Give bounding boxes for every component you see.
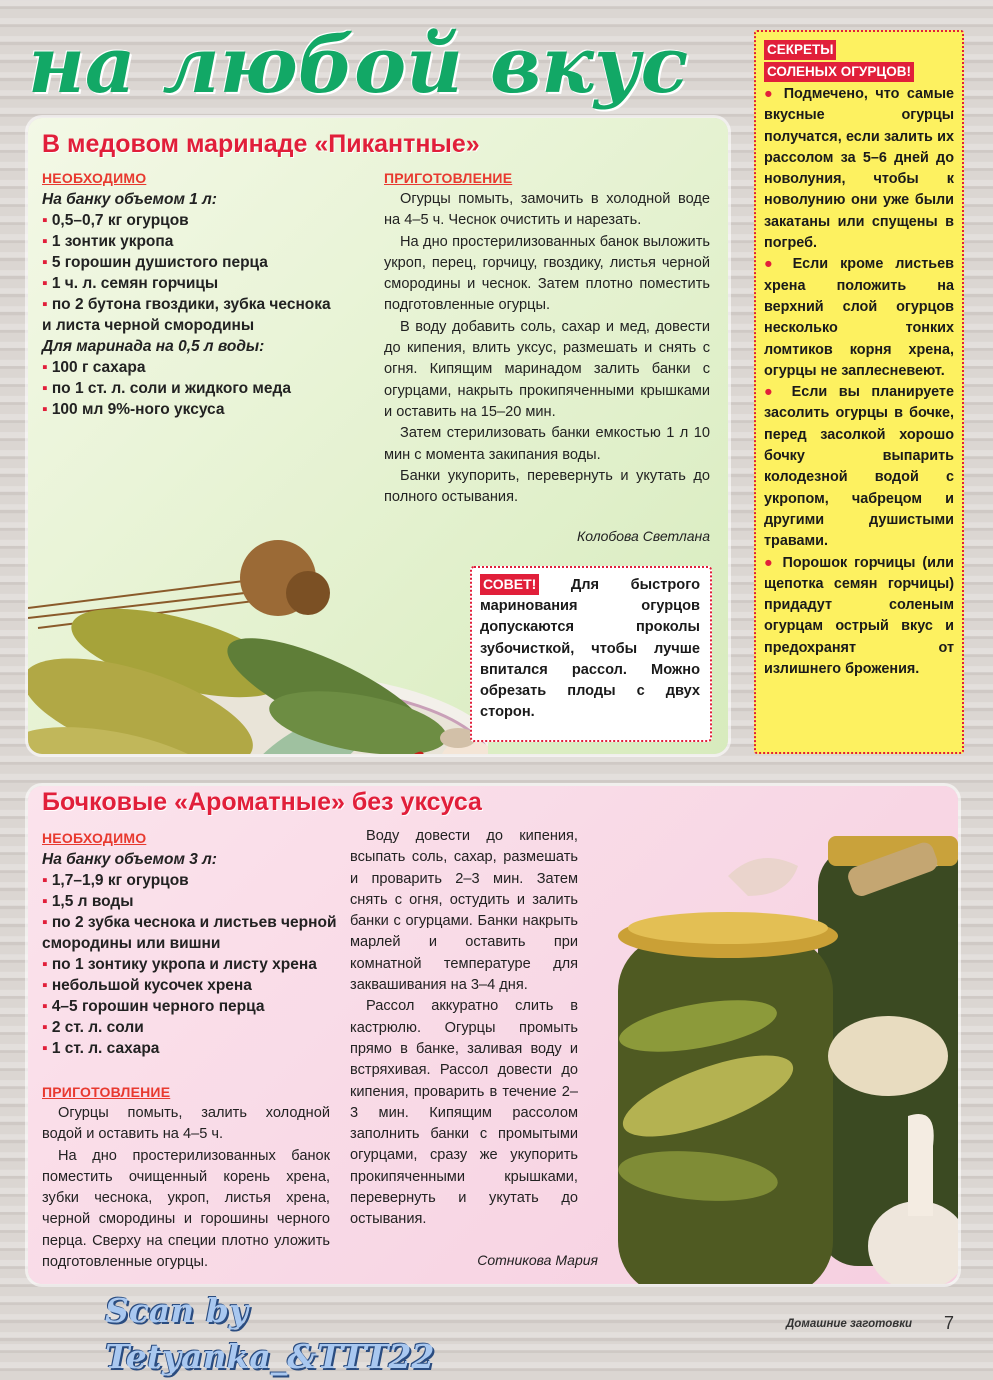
recipe1-needed-label: НЕОБХОДИМО bbox=[42, 170, 147, 186]
bullet-icon: ● bbox=[764, 256, 793, 273]
ingredient-item: ▪ 0,5–0,7 кг огурцов bbox=[42, 210, 372, 231]
sidebar-title-line2: СОЛЕНЫХ ОГУРЦОВ! bbox=[764, 62, 914, 82]
bullet-icon: ● bbox=[764, 384, 792, 401]
marinade-item: ▪ по 1 ст. л. соли и жидкого меда bbox=[42, 378, 372, 399]
recipe1-prep-label: ПРИГОТОВЛЕНИЕ bbox=[384, 170, 513, 186]
recipe1-marinade-label: Для маринада на 0,5 л воды: bbox=[42, 338, 265, 355]
marinade-item: ▪ 100 г сахара bbox=[42, 357, 372, 378]
scan-credit: Scan by Tetyanka_&TTT22 bbox=[105, 1291, 435, 1376]
recipe1-author: Колобова Светлана bbox=[576, 528, 710, 544]
recipe2-prep-left bbox=[42, 1103, 330, 1273]
prep-paragraph: Огурцы помыть, залить холодной водой и оставить на 4–5 ч. bbox=[42, 1105, 330, 1143]
marinade-item: ▪ 100 мл 9%-ного уксуса bbox=[42, 399, 372, 420]
ingredient-item: ▪ 2 ст. л. соли bbox=[42, 1017, 342, 1038]
recipe1-jar-label: На банку объемом 1 л: bbox=[42, 191, 217, 208]
recipe2-author: Сотникова Мария bbox=[477, 1252, 598, 1268]
ingredient-item: ▪ 1 ст. л. сахара bbox=[42, 1038, 342, 1059]
ingredient-item: ▪ 1,5 л воды bbox=[42, 891, 342, 912]
page-number: 7 bbox=[944, 1313, 955, 1333]
sidebar-tips bbox=[764, 84, 954, 680]
advice-text: Для быстрого маринования огурцов допускаются проколы зубочисткой, чтобы лучше впитался рассол. Можно обрезать плоды с двух сторон. bbox=[480, 577, 700, 721]
ingredient-item-continued: и листа черной смородины bbox=[42, 317, 255, 334]
ingredient-item: ▪ 5 горошин душистого перца bbox=[42, 252, 372, 273]
prep-paragraph: В воду добавить соль, сахар и мед, довести до кипения, влить уксус, размешать и снять с огня. Кипящим маринадом залить банки с огурцами, накрыть прокипяченными крышками и оставить на 15–20 мин. bbox=[384, 318, 710, 420]
recipe2-title: Бочковые «Ароматные» без уксуса bbox=[42, 788, 482, 816]
tip-item: ● Если кроме листьев хрена положить на верхний слой огурцов несколько тонких ломтиков корня хрена, огурцы не заплесневеют. bbox=[764, 256, 954, 379]
prep-paragraph: Огурцы помыть, замочить в холодной воде на 4–5 ч. Чеснок очистить и нарезать. bbox=[384, 191, 710, 229]
prep-paragraph: Воду довести до кипения, всыпать соль, сахар, размешать и проварить 2–3 мин. Затем снять с огня, остудить и залить банки с огурцами. Банки накрыть марлей и оставить при комнатной температуре для заквашивания на 3–4 дня. bbox=[350, 828, 578, 994]
tip-item: ● Если вы планируете засолить огурцы в бочке, перед засолкой хорошо бочку выпарить колодезной водой с укропом, чабрецом и другими душистыми травами. bbox=[764, 384, 954, 550]
page-headline: на любой вкус bbox=[28, 20, 689, 111]
recipe2-prep-right bbox=[350, 826, 578, 1231]
sidebar-title-line1: СЕКРЕТЫ bbox=[764, 40, 836, 60]
magazine-name: Домашние заготовки bbox=[786, 1318, 913, 1330]
ingredient-item: ▪ 1 зонтик укропа bbox=[42, 231, 372, 252]
prep-paragraph: Рассол аккуратно слить в кастрюлю. Огурцы промыть прямо в банке, заливая воду и встряхивая. Рассол довести до кипения, проварить в течение 2–3 мин. Кипящим рассолом заполнить банки с промытыми огурцами, сразу же укупорить прокипяченными крышками, перевернуть и укутать до остывания. bbox=[350, 998, 578, 1228]
bullet-icon: ● bbox=[764, 86, 784, 102]
recipe1-title: В медовом маринаде «Пикантные» bbox=[42, 130, 480, 158]
ingredient-item: ▪ по 2 зубка чеснока и листьев черной смородины или вишни bbox=[42, 912, 342, 954]
secrets-sidebar bbox=[754, 30, 964, 754]
prep-paragraph: Затем стерилизовать банки емкостью 1 л 10 мин с момента закипания воды. bbox=[384, 425, 710, 463]
recipe2-ingredients bbox=[42, 849, 342, 1059]
recipe2-jar-label: На банку объемом 3 л: bbox=[42, 851, 217, 868]
recipe1-prep bbox=[384, 189, 710, 508]
ingredient-item: ▪ 1,7–1,9 кг огурцов bbox=[42, 870, 342, 891]
pickle-jars-photo bbox=[588, 826, 958, 1284]
recipe2-needed-label: НЕОБХОДИМО bbox=[42, 830, 147, 846]
recipe2-prep-label: ПРИГОТОВЛЕНИЕ bbox=[42, 1084, 171, 1100]
ingredient-item: ▪ 1 ч. л. семян горчицы bbox=[42, 273, 372, 294]
prep-paragraph: На дно простерилизованных банок поместить очищенный корень хрена, зубки чеснока, укроп, листья хрена, черной смородины и горошины черного перца. Сверху на специи плотно уложить подготовленные огурцы. bbox=[42, 1147, 330, 1271]
prep-paragraph: На дно простерилизованных банок выложить укроп, перец, горчицу, гвоздику, листья черной смородины и чеснок. Затем плотно поместить подготовленные огурцы. bbox=[384, 233, 710, 314]
advice-box bbox=[470, 566, 712, 742]
recipe1-ingredients bbox=[42, 189, 372, 420]
ingredient-item: ▪ небольшой кусочек хрена bbox=[42, 975, 342, 996]
ingredient-item: ▪ по 1 зонтику укропа и листу хрена bbox=[42, 954, 342, 975]
advice-content bbox=[472, 568, 710, 723]
advice-label: СОВЕТ! bbox=[480, 574, 539, 595]
bullet-icon: ● bbox=[764, 554, 783, 571]
ingredient-item: ▪ 4–5 горошин черного перца bbox=[42, 996, 342, 1017]
pickled-cucumbers-photo bbox=[28, 518, 488, 754]
ingredient-item: ▪ по 2 бутона гвоздики, зубка чеснока bbox=[42, 294, 372, 315]
recipe2-panel bbox=[28, 786, 958, 1284]
tip-item: ● Порошок горчицы (или щепотка семян горчицы) придадут соленым огурцам острый вкус и предохранят от излишнего брожения. bbox=[764, 554, 954, 678]
prep-paragraph: Банки укупорить, перевернуть и укутать до полного остывания. bbox=[384, 467, 710, 506]
tip-item: ● Подмечено, что самые вкусные огурцы получатся, если залить их рассолом за 5–6 дней до новолуния, чтобы к новолунию они уже были закатаны или спущены в погреб. bbox=[764, 86, 954, 252]
